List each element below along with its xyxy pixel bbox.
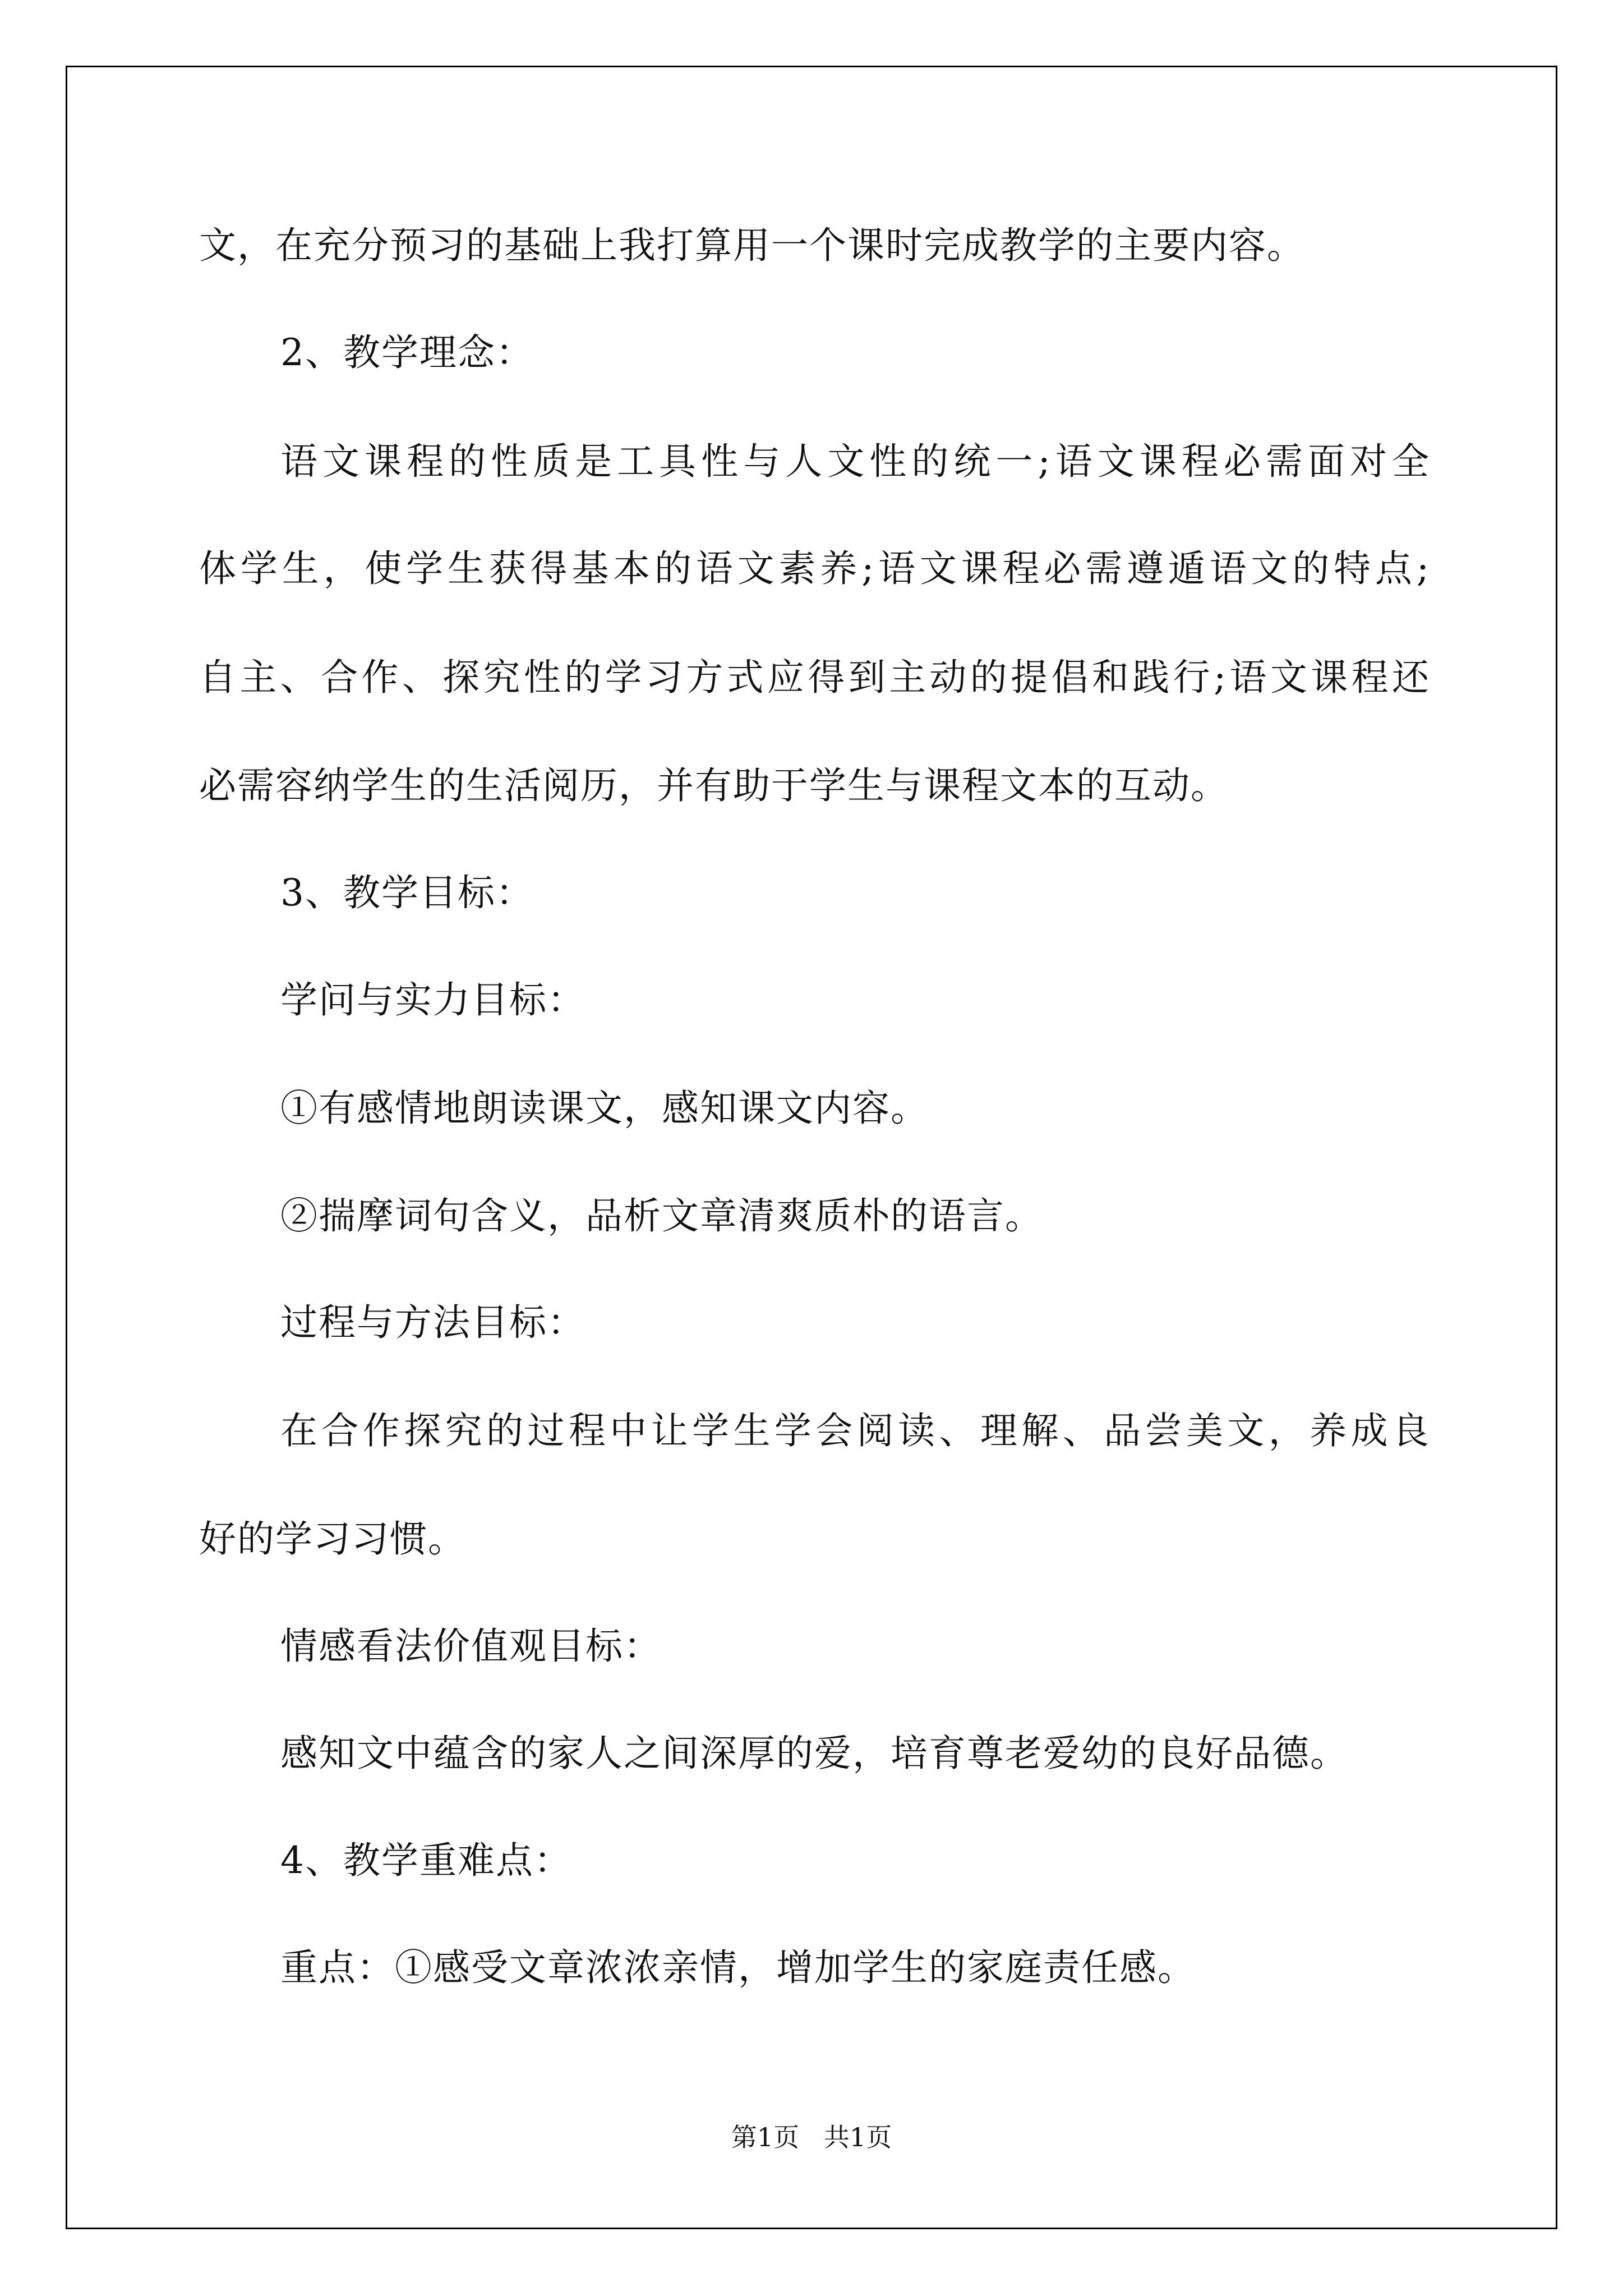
page-border bbox=[66, 66, 1557, 2229]
subheading-knowledge-ability: 学问与实力目标： bbox=[280, 978, 585, 1022]
paragraph-line-6: 必需容纳学生的生活阅历，并有助于学生与课程文本的互动。 bbox=[199, 764, 1229, 807]
page-footer: 第1页 共1页 bbox=[731, 2122, 892, 2152]
goal-item-2: ②揣摩词句含义，品析文章清爽质朴的语言。 bbox=[280, 1194, 1043, 1237]
subheading-emotion-values: 情感看法价值观目标： bbox=[280, 1625, 662, 1668]
paragraph-line-1: 文，在充分预习的基础上我打算用一个课时完成教学的主要内容。 bbox=[199, 224, 1305, 267]
subheading-process-method: 过程与方法目标： bbox=[280, 1301, 585, 1344]
paragraph-line-15: 感知文中蕴含的家人之间深厚的爱，培育尊老爱幼的良好品德。 bbox=[280, 1732, 1348, 1775]
paragraph-line-13: 好的学习习惯。 bbox=[199, 1517, 466, 1561]
section-heading-teaching-goals: 3、教学目标： bbox=[280, 871, 534, 914]
paragraph-line-5: 自主、合作、探究性的学习方式应得到主动的提倡和践行;语文课程还 bbox=[199, 656, 1430, 699]
paragraph-line-3: 语文课程的性质是工具性与人文性的统一;语文课程必需面对全 bbox=[280, 440, 1430, 483]
section-heading-teaching-philosophy: 2、教学理念： bbox=[280, 331, 534, 374]
goal-item-1: ①有感情地朗读课文，感知课文内容。 bbox=[280, 1087, 929, 1130]
paragraph-line-17: 重点：①感受文章浓浓亲情，增加学生的家庭责任感。 bbox=[280, 1946, 1196, 1989]
paragraph-line-4: 体学生，使学生获得基本的语文素养;语文课程必需遵遁语文的特点; bbox=[199, 547, 1430, 590]
paragraph-line-12: 在合作探究的过程中让学生学会阅读、理解、品尝美文，养成良 bbox=[280, 1409, 1430, 1452]
section-heading-key-points: 4、教学重难点： bbox=[280, 1839, 572, 1882]
